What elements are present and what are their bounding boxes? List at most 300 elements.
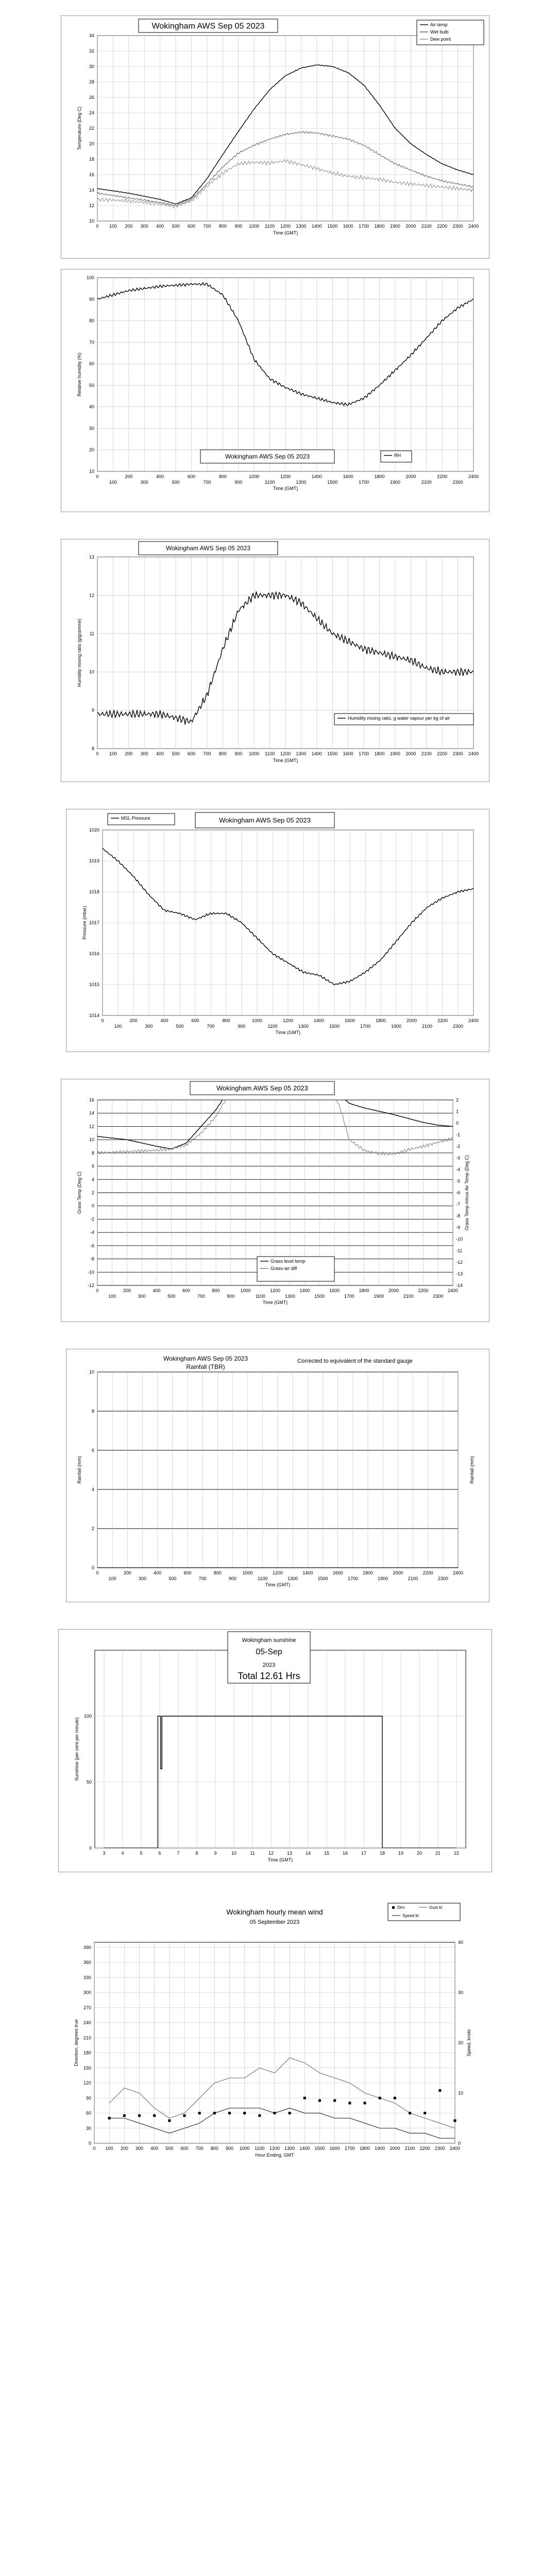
x-tick-label: 1300 xyxy=(296,751,307,756)
chart-title: Wokingham AWS Sep 05 2023 xyxy=(165,545,251,552)
y-tick-label: 100 xyxy=(86,275,94,280)
y-tick-label: -8 xyxy=(90,1256,94,1262)
x-tick-label: 500 xyxy=(176,1024,184,1029)
x-tick-label: 2000 xyxy=(388,1288,399,1293)
legend-label: Air temp xyxy=(430,22,448,27)
x-tick-label: 200 xyxy=(125,224,133,229)
x-tick-label: 2100 xyxy=(421,1024,433,1029)
y-tick-label: 50 xyxy=(86,1780,92,1785)
y-tick-label: 10 xyxy=(89,1369,94,1375)
x-tick-label: 500 xyxy=(165,2146,174,2151)
y2-tick-label: -10 xyxy=(456,1236,463,1242)
x-tick-label: 1400 xyxy=(299,2146,310,2151)
y-tick-label: 13 xyxy=(89,554,94,560)
total-label: Total 12.61 Hrs xyxy=(238,1671,300,1681)
y2-axis-label: Grass Temp minus Air Temp (Deg C) xyxy=(464,1155,469,1231)
x-tick-label: 400 xyxy=(156,224,164,229)
pressure-chart xyxy=(66,809,489,1052)
dirn-marker xyxy=(228,2112,231,2114)
y2-tick-label: 20 xyxy=(458,2040,464,2045)
y-tick-label: 16 xyxy=(89,1097,94,1103)
y-axis-label: Pressure (mbar) xyxy=(82,906,87,940)
x-tick-label: 600 xyxy=(180,2146,189,2151)
x-tick-label: 1700 xyxy=(359,480,369,485)
y-tick-label: 12 xyxy=(89,1124,94,1129)
x-tick-label: 400 xyxy=(156,474,164,479)
y-tick-label: 90 xyxy=(89,296,94,302)
y2-tick-label: 10 xyxy=(458,2090,464,2096)
y-tick-label: 390 xyxy=(83,1944,91,1950)
x-tick-label: 1500 xyxy=(327,480,338,485)
x-tick-label: 900 xyxy=(234,480,243,485)
x-tick-label: 500 xyxy=(172,480,180,485)
y-tick-label: 10 xyxy=(89,1137,94,1143)
x-tick-label: 800 xyxy=(218,224,227,229)
y-tick-label: 1018 xyxy=(89,889,99,894)
y-tick-label: 20 xyxy=(89,447,94,453)
x-tick-label: 300 xyxy=(140,480,148,485)
x-tick-label: 1200 xyxy=(280,474,291,479)
x-tick-label: 2200 xyxy=(418,1288,429,1293)
x-tick-label: 2400 xyxy=(468,1018,479,1023)
chart-legend xyxy=(381,451,412,462)
x-tick-label: 1100 xyxy=(264,480,275,485)
chart-legend xyxy=(417,20,484,45)
x-tick-label: 1800 xyxy=(374,751,385,756)
sunshine-chart-svg xyxy=(59,1630,492,1872)
x-tick-label: 15 xyxy=(324,1851,330,1856)
dirn-marker xyxy=(454,2120,457,2122)
x-tick-label: 1400 xyxy=(313,1018,325,1023)
x-tick-label: 800 xyxy=(213,1570,222,1575)
x-tick-label: 400 xyxy=(150,2146,159,2151)
x-tick-label: 1200 xyxy=(269,1288,281,1293)
x-tick-label: 100 xyxy=(109,224,117,229)
x-tick-label: 1800 xyxy=(374,224,385,229)
mixing-ratio-chart-svg xyxy=(61,539,489,782)
x-tick-label: 2000 xyxy=(405,474,416,479)
y2-tick-label: -12 xyxy=(456,1260,463,1265)
y-tick-label: 28 xyxy=(89,79,94,84)
x-tick-label: 200 xyxy=(123,1570,131,1575)
y-tick-label: 90 xyxy=(86,2095,91,2101)
x-tick-label: 2100 xyxy=(421,224,432,229)
x-tick-label: 900 xyxy=(227,1294,235,1299)
x-tick-label: 300 xyxy=(140,224,148,229)
x-tick-label: 200 xyxy=(129,1018,138,1023)
dirn-marker xyxy=(424,2112,426,2114)
x-tick-label: 1400 xyxy=(299,1288,310,1293)
y-tick-label: 10 xyxy=(89,218,94,224)
y-tick-label: 1019 xyxy=(89,858,99,863)
y-tick-label: 120 xyxy=(83,2080,91,2086)
x-axis-label: Time (GMT) xyxy=(275,1030,301,1035)
x-axis-label: Time (GMT) xyxy=(273,486,298,491)
x-tick-label: 2400 xyxy=(468,474,479,479)
x-tick-label: 2200 xyxy=(437,224,448,229)
y-tick-label: 270 xyxy=(83,2005,91,2010)
chart-title: Wokingham AWS Sep 05 2023 xyxy=(163,1355,248,1362)
x-tick-label: 600 xyxy=(187,474,196,479)
y-axis-label: Sunshine (per cent per minute) xyxy=(74,1717,79,1781)
y-tick-label: 180 xyxy=(83,2050,91,2056)
y-tick-label: -10 xyxy=(87,1269,94,1275)
x-tick-label: 2300 xyxy=(452,224,463,229)
rainfall-chart-svg xyxy=(66,1349,489,1602)
y-tick-label: 8 xyxy=(91,1150,94,1156)
x-tick-label: 0 xyxy=(96,751,99,756)
x-tick-label: 1600 xyxy=(343,751,353,756)
y2-tick-label: -7 xyxy=(456,1201,461,1207)
dirn-marker xyxy=(318,2099,321,2102)
x-axis-label: Time (GMT) xyxy=(273,758,298,763)
x-tick-label: 1900 xyxy=(390,751,400,756)
y2-tick-label: 1 xyxy=(456,1109,459,1114)
x-tick-label: 2200 xyxy=(437,751,448,756)
y-tick-label: 60 xyxy=(86,2110,91,2116)
chart-note: Corrected to equivalent of the standard gauge xyxy=(297,1358,413,1364)
x-tick-label: 700 xyxy=(198,1576,207,1581)
y-tick-label: 1014 xyxy=(89,1013,99,1018)
x-tick-label: 1500 xyxy=(327,224,338,229)
x-tick-label: 1000 xyxy=(242,1570,253,1575)
x-tick-label: 700 xyxy=(195,2146,204,2151)
y-tick-label: 70 xyxy=(89,340,94,345)
x-tick-label: 200 xyxy=(123,1288,131,1293)
x-tick-label: 500 xyxy=(167,1294,176,1299)
y-tick-label: 40 xyxy=(89,404,94,410)
dirn-marker xyxy=(438,2089,441,2092)
grass-temp-chart-svg xyxy=(61,1079,489,1321)
y2-tick-label: -14 xyxy=(456,1283,463,1288)
x-axis-label: Time (GMT) xyxy=(273,230,298,235)
x-tick-label: 1400 xyxy=(311,474,322,479)
x-tick-label: 17 xyxy=(361,1851,367,1856)
y-tick-label: 6 xyxy=(91,1448,94,1453)
x-tick-label: 2400 xyxy=(447,1288,459,1293)
x-tick-label: 1400 xyxy=(302,1570,313,1575)
x-tick-label: 700 xyxy=(203,224,211,229)
x-tick-label: 1600 xyxy=(332,1570,343,1575)
x-tick-label: 1300 xyxy=(284,1294,295,1299)
x-tick-label: 2400 xyxy=(449,2146,461,2151)
y-tick-label: 20 xyxy=(89,141,94,146)
x-tick-label: 0 xyxy=(96,1570,99,1575)
y-tick-label: 30 xyxy=(89,64,94,69)
y2-tick-label: 30 xyxy=(458,1990,464,1995)
wind-chart xyxy=(58,1901,491,2190)
x-tick-label: 400 xyxy=(154,1570,162,1575)
x-tick-label: 1000 xyxy=(249,751,260,756)
dirn-marker xyxy=(123,2114,126,2117)
y-tick-label: 2 xyxy=(91,1190,94,1195)
x-tick-label: 700 xyxy=(197,1294,205,1299)
dirn-marker xyxy=(379,2097,381,2099)
x-tick-label: 2200 xyxy=(437,474,448,479)
x-tick-label: 200 xyxy=(120,2146,128,2151)
legend-label: Humidity mixing ratio, g water vapour per kg of air xyxy=(348,716,450,721)
x-tick-label: 400 xyxy=(160,1018,168,1023)
y-axis-label: Humidity mixing ratio (g/gramme) xyxy=(77,618,82,687)
x-tick-label: 2100 xyxy=(421,480,432,485)
x-tick-label: 2000 xyxy=(390,2146,400,2151)
sunshine-title-box xyxy=(228,1632,310,1683)
dirn-marker xyxy=(108,2117,111,2120)
chart-title-box xyxy=(139,19,278,32)
x-tick-label: 1100 xyxy=(267,1024,278,1029)
x-tick-label: 500 xyxy=(168,1576,177,1581)
chart-title-box xyxy=(190,1081,334,1095)
x-tick-label: 600 xyxy=(187,751,196,756)
y-tick-label: 18 xyxy=(89,157,94,162)
x-tick-label: 0 xyxy=(96,1288,99,1293)
y-tick-label: 2 xyxy=(91,1526,94,1531)
dirn-marker xyxy=(168,2120,171,2122)
x-tick-label: 0 xyxy=(96,224,99,229)
x-tick-label: 3 xyxy=(103,1851,106,1856)
chart-title: Wokingham hourly mean wind xyxy=(226,1908,323,1916)
x-tick-label: 2000 xyxy=(406,1018,417,1023)
y2-tick-label: 0 xyxy=(458,2141,461,2146)
x-tick-label: 1700 xyxy=(344,1294,354,1299)
legend-label: Gust kt xyxy=(429,1905,443,1910)
dirn-marker xyxy=(364,2102,366,2105)
legend-label: MSL Pressure xyxy=(121,816,150,821)
legend-label: Dirn xyxy=(397,1905,405,1910)
chart-legend xyxy=(108,814,175,825)
x-tick-label: 19 xyxy=(398,1851,404,1856)
y2-tick-label: 0 xyxy=(456,1121,459,1126)
x-tick-label: 1500 xyxy=(327,751,338,756)
y-axis-label: Rainfall (mm) xyxy=(77,1456,82,1484)
y-tick-label: 1020 xyxy=(89,827,99,833)
x-tick-label: 2100 xyxy=(403,1294,414,1299)
x-tick-label: 2200 xyxy=(422,1570,433,1575)
x-tick-label: 1600 xyxy=(343,474,353,479)
y-tick-label: 330 xyxy=(83,1975,91,1980)
chart-title-box xyxy=(200,450,334,463)
date-label: 05-Sep xyxy=(256,1648,282,1656)
x-tick-label: 1200 xyxy=(280,224,291,229)
x-tick-label: 300 xyxy=(135,2146,144,2151)
x-tick-label: 800 xyxy=(218,474,227,479)
x-tick-label: 14 xyxy=(305,1851,311,1856)
rainfall-chart xyxy=(66,1349,489,1602)
x-tick-label: 1300 xyxy=(298,1024,309,1029)
x-tick-label: 2200 xyxy=(437,1018,448,1023)
dirn-marker xyxy=(243,2112,246,2114)
y2-tick-label: -11 xyxy=(456,1248,463,1253)
x-tick-label: 0 xyxy=(93,2146,96,2151)
x-tick-label: 1200 xyxy=(272,1570,283,1575)
x-tick-label: 1900 xyxy=(378,1576,388,1581)
y2-tick-label: -6 xyxy=(456,1190,461,1195)
chart-title-box xyxy=(195,812,334,828)
y-tick-label: 0 xyxy=(91,1565,94,1570)
y-tick-label: 6 xyxy=(91,1163,94,1169)
x-tick-label: 1500 xyxy=(329,1024,340,1029)
grass-temp-chart xyxy=(61,1079,489,1322)
x-tick-label: 1700 xyxy=(359,751,369,756)
x-tick-label: 1300 xyxy=(288,1576,298,1581)
y2-tick-label: -2 xyxy=(456,1144,461,1149)
y-tick-label: 14 xyxy=(89,188,94,193)
x-tick-label: 600 xyxy=(183,1570,192,1575)
dirn-marker xyxy=(138,2114,141,2117)
year-label: 2023 xyxy=(262,1662,276,1668)
y-tick-label: 8 xyxy=(91,1409,94,1414)
x-tick-label: 1600 xyxy=(344,1018,356,1023)
y-tick-label: -6 xyxy=(90,1243,94,1248)
x-tick-label: 700 xyxy=(203,751,211,756)
x-tick-label: 4 xyxy=(121,1851,124,1856)
x-tick-label: 1200 xyxy=(280,751,291,756)
dirn-marker xyxy=(153,2114,156,2117)
chart-legend xyxy=(334,714,474,725)
temperature-chart xyxy=(61,15,489,259)
x-tick-label: 1100 xyxy=(255,1294,265,1299)
x-tick-label: 800 xyxy=(210,2146,218,2151)
y-axis-label: Relative humidity (%) xyxy=(77,352,82,397)
x-tick-label: 2400 xyxy=(468,224,479,229)
mixing-ratio-chart xyxy=(61,539,489,782)
x-tick-label: 10 xyxy=(231,1851,237,1856)
y-tick-label: 360 xyxy=(83,1960,91,1965)
x-tick-label: 1500 xyxy=(314,1294,325,1299)
wind-legend xyxy=(388,1903,460,1921)
x-tick-label: 100 xyxy=(109,751,117,756)
x-tick-label: 2000 xyxy=(393,1570,403,1575)
x-tick-label: 1400 xyxy=(311,751,322,756)
chart-title-box xyxy=(139,541,278,555)
x-tick-label: 18 xyxy=(379,1851,385,1856)
x-tick-label: 2400 xyxy=(468,751,479,756)
y-tick-label: 1015 xyxy=(89,982,99,987)
humidity-chart-svg xyxy=(61,269,489,512)
x-tick-label: 1800 xyxy=(362,1570,374,1575)
x-tick-label: 300 xyxy=(140,751,148,756)
x-tick-label: 1900 xyxy=(390,224,400,229)
y2-axis-label: Rainfall (mm) xyxy=(469,1456,475,1484)
x-tick-label: 1100 xyxy=(264,224,275,229)
x-tick-label: 1000 xyxy=(240,1288,251,1293)
x-tick-label: 1700 xyxy=(359,224,369,229)
y-axis-label: Temperature (Deg C) xyxy=(77,106,82,150)
y-tick-label: 22 xyxy=(89,126,94,131)
x-tick-label: 1300 xyxy=(284,2146,295,2151)
x-tick-label: 1800 xyxy=(374,474,385,479)
x-tick-label: 800 xyxy=(218,751,227,756)
x-tick-label: 0 xyxy=(101,1018,104,1023)
legend-label: Dew point xyxy=(430,37,451,42)
x-tick-label: 400 xyxy=(156,751,164,756)
x-tick-label: 20 xyxy=(416,1851,422,1856)
y-tick-label: 4 xyxy=(91,1487,94,1492)
dirn-marker xyxy=(289,2112,291,2114)
y-tick-label: 14 xyxy=(89,1110,94,1116)
y-tick-label: 10 xyxy=(89,469,94,474)
chart-title: Wokingham AWS Sep 05 2023 xyxy=(219,816,311,824)
y-axis-label: Grass Temp (Deg C) xyxy=(77,1171,82,1214)
chart-title: Wokingham AWS Sep 05 2023 xyxy=(151,22,265,31)
x-tick-label: 12 xyxy=(268,1851,274,1856)
x-tick-label: 1000 xyxy=(239,2146,250,2151)
x-tick-label: 2000 xyxy=(405,751,416,756)
x-tick-label: 2300 xyxy=(433,1294,444,1299)
dirn-marker xyxy=(333,2099,336,2102)
x-axis-label: Time (GMT) xyxy=(267,1857,293,1862)
dirn-marker xyxy=(409,2112,411,2114)
y-tick-label: 0 xyxy=(91,1203,94,1209)
legend-label: RH xyxy=(394,453,401,458)
y2-axis-label: Speed, knots xyxy=(466,2029,471,2057)
dirn-marker xyxy=(303,2097,306,2099)
x-tick-label: 22 xyxy=(453,1851,460,1856)
x-tick-label: 2300 xyxy=(452,480,463,485)
x-tick-label: 1600 xyxy=(343,224,353,229)
y-tick-label: 9 xyxy=(91,707,94,713)
legend-swatch xyxy=(392,1906,395,1909)
y-tick-label: 150 xyxy=(83,2065,91,2071)
x-tick-label: 1800 xyxy=(375,1018,386,1023)
dirn-marker xyxy=(258,2114,261,2117)
x-tick-label: 2100 xyxy=(408,1576,418,1581)
y-tick-label: 300 xyxy=(83,1990,91,1995)
x-tick-label: 800 xyxy=(222,1018,230,1023)
y2-tick-label: 40 xyxy=(458,1940,464,1945)
x-tick-label: 1200 xyxy=(269,2146,280,2151)
x-tick-label: 900 xyxy=(238,1024,246,1029)
x-tick-label: 200 xyxy=(125,474,133,479)
chart-title: Wokingham AWS Sep 05 2023 xyxy=(225,453,310,460)
y2-tick-label: -5 xyxy=(456,1178,461,1184)
x-tick-label: 500 xyxy=(172,751,180,756)
dirn-marker xyxy=(183,2114,186,2117)
x-tick-label: 6 xyxy=(158,1851,161,1856)
x-tick-label: 700 xyxy=(203,480,211,485)
y-tick-label: 100 xyxy=(83,1714,92,1719)
y-tick-label: 30 xyxy=(89,426,94,431)
x-tick-label: 1300 xyxy=(296,224,307,229)
y-tick-label: -2 xyxy=(90,1216,94,1222)
x-tick-label: 21 xyxy=(435,1851,441,1856)
x-axis-label: Hour Ending, GMT xyxy=(255,2153,294,2158)
x-tick-label: 100 xyxy=(108,1576,116,1581)
x-tick-label: 1900 xyxy=(374,1294,384,1299)
y-tick-label: 0 xyxy=(89,1845,92,1851)
dirn-marker xyxy=(394,2097,396,2099)
y2-tick-label: -9 xyxy=(456,1225,461,1230)
x-tick-label: 300 xyxy=(138,1294,146,1299)
chart-subtitle: Rainfall (TBR) xyxy=(186,1363,225,1370)
legend-label: Grass-air diff xyxy=(270,1266,297,1271)
x-tick-label: 2000 xyxy=(405,224,416,229)
y-tick-label: 80 xyxy=(89,318,94,324)
x-tick-label: 200 xyxy=(125,751,133,756)
chart-legend xyxy=(257,1257,334,1281)
y-tick-label: -12 xyxy=(87,1283,94,1288)
x-tick-label: 100 xyxy=(105,2146,113,2151)
chart-title: Wokingham AWS Sep 05 2023 xyxy=(216,1084,308,1092)
x-tick-label: 1600 xyxy=(329,2146,340,2151)
y-tick-label: 26 xyxy=(89,95,94,100)
x-axis-label: Time (GMT) xyxy=(262,1300,288,1305)
x-tick-label: 300 xyxy=(138,1576,147,1581)
x-tick-label: 7 xyxy=(177,1851,180,1856)
x-tick-label: 1800 xyxy=(359,2146,370,2151)
dirn-marker xyxy=(348,2102,351,2105)
x-tick-label: 1100 xyxy=(258,1576,268,1581)
